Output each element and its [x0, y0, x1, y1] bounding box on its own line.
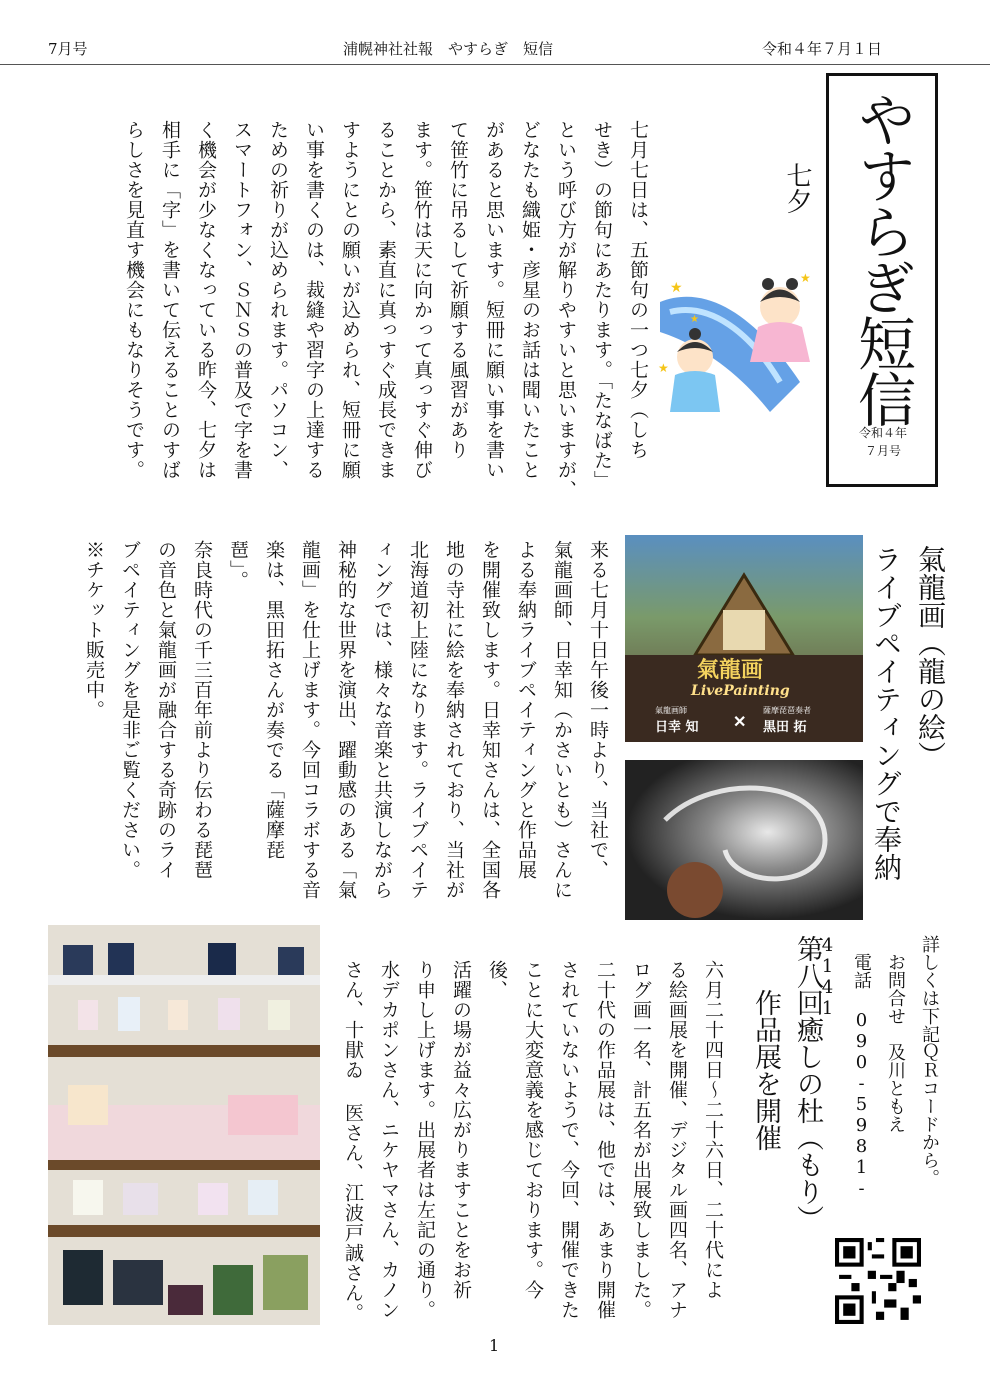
poster-musician-role: 薩摩琵琶奏者: [763, 706, 811, 715]
issue-label: 7月号: [48, 40, 88, 58]
newsletter-name: 浦幌神社社報 やすらぎ 短信: [343, 40, 554, 58]
exhibition-photo: [48, 925, 320, 1325]
page-number: 1: [489, 1336, 500, 1355]
exhibition-shelves-graphic: [48, 925, 320, 1325]
poster-artist: 日幸 知: [655, 720, 699, 735]
svg-text:★: ★: [658, 361, 669, 375]
svg-text:★: ★: [800, 271, 811, 285]
header-rule: [0, 64, 990, 65]
contact-info: 詳しくは下記ＱＲコードから。 お問合せ 及川ともえ 電話 090-5981-4141: [817, 935, 940, 1199]
svg-text:★: ★: [690, 314, 699, 325]
issue-date: 令和４年７月１日: [762, 40, 883, 58]
svg-text:★: ★: [670, 280, 683, 296]
masthead-title: やすらぎ短信: [848, 90, 916, 426]
dragon-painting-photo: [625, 760, 863, 920]
poster-artist-role: 氣龍画師: [655, 706, 687, 715]
dragon-heading: 氣龍画（龍の絵） ライブペイティングで奉納: [870, 545, 947, 881]
poster-subtitle: LivePainting: [691, 683, 790, 699]
exhibition-body: 六月二十四日～二十六日、二十代によ る絵画展を開催、デジタル画四名、アナ ログ画一名、計五名が出展致しました。 二十代の作品展は、他では、あまり開催 されていないようで、今回、開催できた ことに大変意義を感じております。今後、 活躍の場が益々広がりますことをお祈 り申し上げます。出展者は左記の通り。 水デカポンさん、ニケヤマさん、カノン さん、十猒ゐ 医さん、江波戸誠さん。: [342, 960, 724, 1323]
masthead-box: [826, 73, 938, 487]
poster-title: 氣龍画: [697, 658, 764, 683]
masthead-subtitle: 令和４年 ７月号: [858, 426, 907, 458]
tanabata-heading: 七夕: [782, 162, 812, 214]
dragon-body: 来る七月十日午後一時より、当社で、 氣龍画師、日幸知（かさいとも）さんに よる奉納ライブペイティングと作品展 を開催致します。日幸知さんは、全国各 地の寺社に絵を奉納されており、当社が 北海道初上陸になります。ライブペイテ ィングでは、様々な音楽と共演しながら 神秘的な世界を演出、躍動感のある「氣 龍画」を仕上げます。今回コラボする音 楽は、黒田拓さんが奏でる「薩摩琵琶」。 奈良時代の千三百年前より伝わる琵琶 の音色と氣龍画が融合する奇跡のライ ブペイティングを是非ご覧ください。 ※チケット販売中。: [83, 540, 609, 900]
qr-code[interactable]: [835, 1238, 921, 1324]
livepainting-poster: [625, 535, 863, 742]
dragon-swirl-graphic: [625, 760, 863, 920]
poster-musician: 黒田 拓: [763, 720, 807, 735]
exhibition-heading: 第八回癒しの杜（もり） 作品展を開催: [750, 935, 823, 1232]
tanabata-illustration: [650, 262, 830, 422]
tanabata-body: 七月七日は、五節句の一つ七夕（しち せき）の節句にあたります。「たなばた」 という呼び方が解りやすいと思いますが、 どなたも織姫・彦星のお話は聞いたこと があると思います。短冊に願い事を書い て笹竹に吊るして祈願する風習があり ます。笹竹は天に向かって真っすぐ伸び ることから、素直に真っすぐ成長できま すようにとの願いが込められ、短冊に願 い事を書くのは、裁縫や習字の上達する ための祈りが込められます。パソコン、 スマートフォン、ＳＮＳの普及で字を書 く機会が少なくなっている昨今、七夕は 相手に「字」を書いて伝えることのすば らしさを見直す機会にもなりそうです。: [123, 120, 649, 500]
poster-cross: ✕: [733, 712, 747, 731]
